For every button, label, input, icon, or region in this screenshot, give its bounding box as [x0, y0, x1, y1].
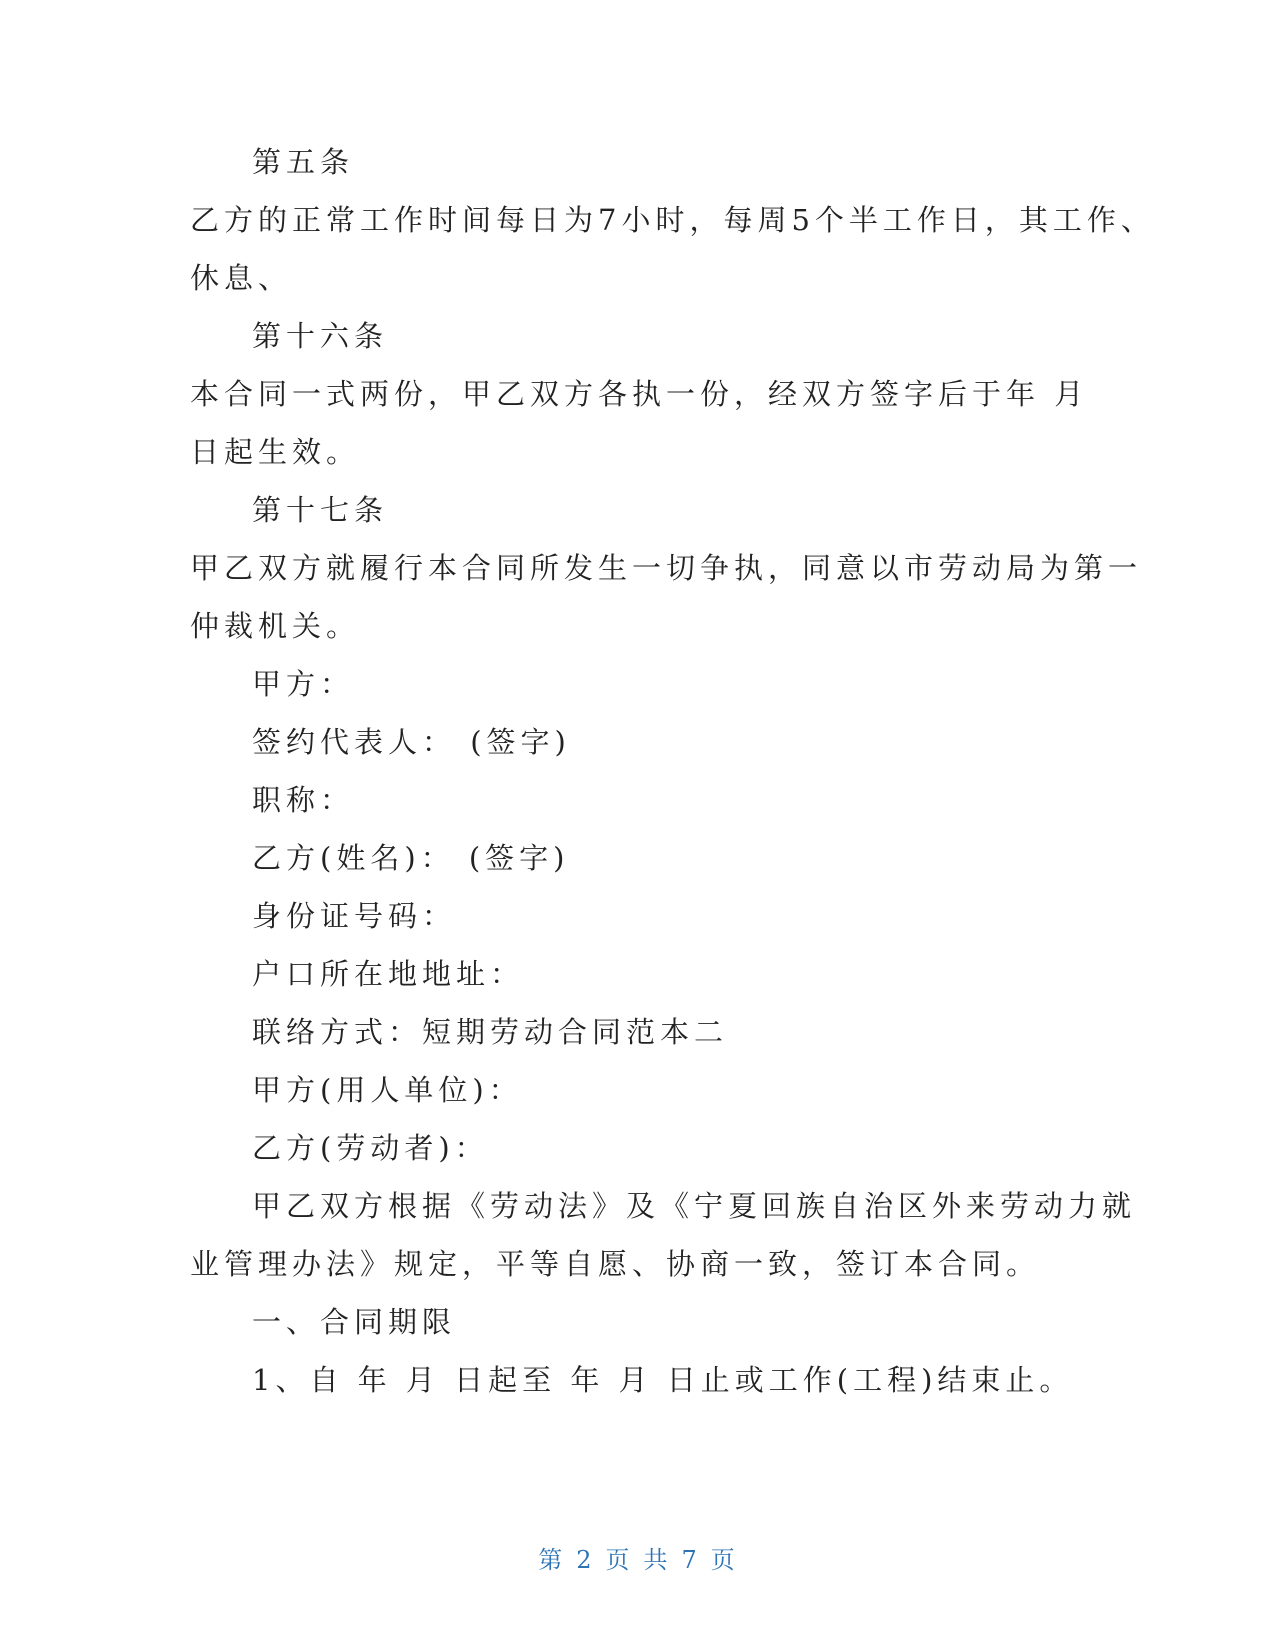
paragraph-line: 日起生效。 [190, 435, 361, 469]
contact-label: 联络方式：短期劳动合同范本二 [252, 1015, 729, 1049]
article-heading-16: 第十六条 [252, 319, 389, 353]
paragraph-line: 业管理办法》规定，平等自愿、协商一致，签订本合同。 [190, 1247, 1041, 1281]
footer-page-total: 7 [681, 1546, 699, 1574]
footer-label-gong: 共 [643, 1546, 670, 1574]
footer-label-di: 第 [538, 1546, 565, 1574]
clause-item: 1、自 年 月 日起至 年 月 日止或工作(工程)结束止。 [252, 1363, 1074, 1397]
worker-label: 乙方(劳动者)： [252, 1131, 489, 1165]
footer-page-current: 2 [576, 1546, 594, 1574]
page-footer [0, 1540, 1275, 1575]
paragraph-line: 休息、 [190, 261, 293, 295]
party-b-name-label: 乙方(姓名)： (签字) [252, 841, 570, 875]
footer-label-ye: 页 [605, 1546, 632, 1574]
id-number-label: 身份证号码： [252, 899, 457, 933]
signatory-label: 签约代表人： (签字) [252, 725, 571, 759]
paragraph-line: 本合同一式两份，甲乙双方各执一份，经双方签字后于年 月 [190, 377, 1089, 411]
title-label: 职称： [252, 783, 355, 817]
article-heading-5: 第五条 [252, 145, 355, 179]
article-heading-17: 第十七条 [252, 493, 389, 527]
party-a-label: 甲方： [252, 667, 355, 701]
employer-label: 甲方(用人单位)： [252, 1073, 523, 1107]
paragraph-line: 甲乙双方根据《劳动法》及《宁夏回族自治区外来劳动力就 [252, 1189, 1137, 1223]
paragraph-line: 乙方的正常工作时间每日为7小时，每周5个半工作日，其工作、 [190, 203, 1155, 237]
address-label: 户口所在地地址： [252, 957, 525, 991]
footer-label-ye-2: 页 [710, 1546, 737, 1574]
paragraph-line: 仲裁机关。 [190, 609, 361, 643]
paragraph-line: 甲乙双方就履行本合同所发生一切争执，同意以市劳动局为第一 [190, 551, 1143, 585]
section-heading-term: 一、合同期限 [252, 1305, 457, 1339]
